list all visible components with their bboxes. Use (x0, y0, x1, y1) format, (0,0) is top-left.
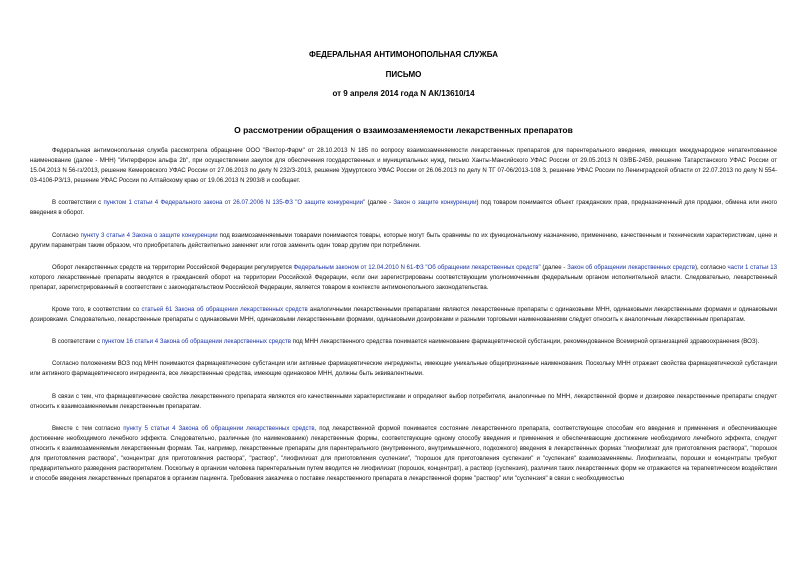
paragraph-text: Кроме того, в соответствии со (52, 306, 142, 314)
paragraph (30, 231, 777, 251)
legal-reference-link[interactable]: пункту 5 статьи 4 Закона об обращении лекарственных средств (123, 424, 315, 432)
legal-reference-link[interactable]: Федеральным законом от 12.04.2010 N 61-ФЗ "Об обращении лекарственных средств" (293, 263, 541, 271)
paragraph-text: В соответствии с (52, 338, 102, 346)
paragraph-text: Согласно (52, 231, 81, 239)
legal-reference-link[interactable]: статьей 61 Закона об обращении лекарственных средств (141, 306, 308, 314)
document-body (30, 146, 777, 496)
paragraph-text: ), согласно (695, 263, 728, 271)
paragraph-text: Федеральная антимонопольная служба рассмотрела обращение ООО "Вектор-Фарм" от 28.10.2013 N 185 по вопросу взаимозаменяемости лекарственных препаратов для парентерального введения, имеющих международное непатентованное наименование (далее - МНН) "Интерферон альфа 2b", при осуществлении закупок для обеспечения государственных и муниципальных нужд, письмо Ханты-Мансийского УФАС России от 29.05.2013 N 03/ВБ-2459, решение Татарстанского УФАС России от 15.04.2013 N 56-гз/2013, решение Кемеровского УФАС России от 27.06.2013 по делу N 232/З-2013, решение Удмуртского УФАС России от 26.06.2013 по делу N ТГ 07-06/2013-108 З, решение УФАС России по Ленинградской области от 22.07.2013 по делу N 554-03-4106-РЗ/13, решение УФАС России по Алтайскому краю от 19.06.2013 N 2903/8 и сообщает. (30, 147, 777, 185)
legal-reference-link[interactable]: части 1 статьи 13 (727, 263, 778, 271)
legal-reference-link[interactable]: пунктом 1 статьи 4 Федерального закона от 26.07.2006 N 135-ФЗ "О защите конкуренции" (103, 199, 366, 207)
legal-reference-link[interactable]: пункту 3 статьи 4 Закона о защите конкуренции (80, 231, 218, 239)
paragraph (30, 392, 777, 412)
paragraph (30, 424, 777, 485)
paragraph-text: , под лекарственной формой понимается состояние лекарственного препарата, соответствующее способам его введения и применения и обеспечивающее достижение необходимого лечебного эффекта. Следовательно, различные (по наименованию) лекарственные формы, соответствующие одному способу введения и применения и обеспечивающие достижение необходимого лечебного эффекта, следует относить к взаимозаменяемым лекарственным формам. Так, например, лекарственные препараты для парентерального (внутривенного, внутримышечного, подкожного) введения в лекарственных формах "лиофилизат для приготовления раствора", "порошок для приготовления раствора", "концентрат для приготовления раствора", "раствор", "лиофилизат для приготовления суспензии", "порошок для приготовления суспензии" и "суспензия" взаимозаменяемы. Лиофилизаты, порошки и концентраты требуют предварительного разведения растворителем. Поскольку в организм человека парентеральным путем вводится не лиофилизат (порошок, концентрат), а раствор (суспензия), различия таких лекарственных форм не отражаются на терапевтическом воздействии и способе введения лекарственных препаратов в организм пациента. Требования заказчика о поставке лекарственного препарата в лекарственной форме "раствор" или "суспензия" в связи с необходимостью (30, 424, 777, 483)
paragraph-text: Согласно положениям ВОЗ под МНН понимаются фармацевтические субстанции или активные фармацевтические ингредиенты, имеющие уникальные общепризнанные наименования. Поскольку МНН отражает свойства фармацевтической субстанции или активного фармацевтического ингредиента, все лекарственные средства, имеющие одинаковое МНН, должны быть эквивалентными. (30, 360, 777, 378)
paragraph-text: Оборот лекарственных средств на территории Российской Федерации регулируется (52, 263, 294, 271)
paragraph-text: под взаимозаменяемыми товарами понимаются товары, которые могут быть сравнимы по их функциональному назначению, применению, качественным и техническим характеристикам, цене и другим параметрам таким образом, что приобретатель действительно заменяет или готов заменить один товар другим при потреблении. (30, 231, 777, 249)
paragraph-text: В связи с тем, что фармацевтические свойства лекарственного препарата являются его качественными характеристиками и определяют выбор потребителя, аналогичные по МНН, лекарственной форме и дозировке лекарственные препараты следует относить к взаимозаменяемым лекарственным препаратам. (30, 392, 777, 410)
paragraph (30, 359, 777, 379)
document-type: ПИСЬМО (385, 70, 422, 79)
paragraph-text: Вместе с тем согласно (52, 424, 124, 432)
paragraph-text: В соответствии с (52, 199, 104, 207)
paragraph-text: (далее - (365, 199, 394, 207)
paragraph (30, 198, 777, 218)
paragraph (30, 337, 777, 347)
paragraph (30, 263, 777, 293)
paragraph (30, 146, 777, 186)
paragraph-text: (далее - (540, 263, 568, 271)
legal-reference-link[interactable]: пунктом 16 статьи 4 Закона об обращении лекарственных средств (101, 338, 291, 346)
document-number: от 9 апреля 2014 года N АК/13610/14 (332, 89, 475, 98)
paragraph-text: которого лекарственные препараты вводятся в гражданский оборот на территории Российской Федерации, если они зарегистрированы соответствующим уполномоченным федеральным органом исполнительной власти. Следовательно, лекарственный препарат, зарегистрированный в соответствии с законодательством Российской Федерации, является товаром в контексте антимонопольного законодательства. (30, 273, 777, 291)
legal-reference-link[interactable]: Закон об обращении лекарственных средств (567, 263, 695, 271)
paragraph-text: ) под товаром понимается объект гражданских прав, предназначенный для продажи, обмена или иного введения в оборот. (30, 199, 778, 217)
paragraph-text: под МНН лекарственного средства понимается наименование фармацевтической субстанции, рекомендованное Всемирной организацией здравоохранения (ВОЗ). (290, 338, 760, 346)
agency-name: ФЕДЕРАЛЬНАЯ АНТИМОНОПОЛЬНАЯ СЛУЖБА (309, 50, 498, 59)
document-subject: О рассмотрении обращения о взаимозаменяемости лекарственных препаратов (234, 125, 573, 135)
paragraph (30, 305, 777, 325)
paragraph-text: аналогичными лекарственными препаратами являются лекарственные препараты с одинаковыми МНН, одинаковыми лекарственными формами и одинаковыми дозировками. Следовательно, лекарственные препараты с одинаковыми МНН, одинаковыми лекарственными формами, одинаковыми дозировками и разными торговыми наименованиями следует относить к аналогичным лекарственным препаратам. (30, 306, 777, 324)
legal-reference-link[interactable]: Закон о защите конкуренции (393, 199, 477, 207)
